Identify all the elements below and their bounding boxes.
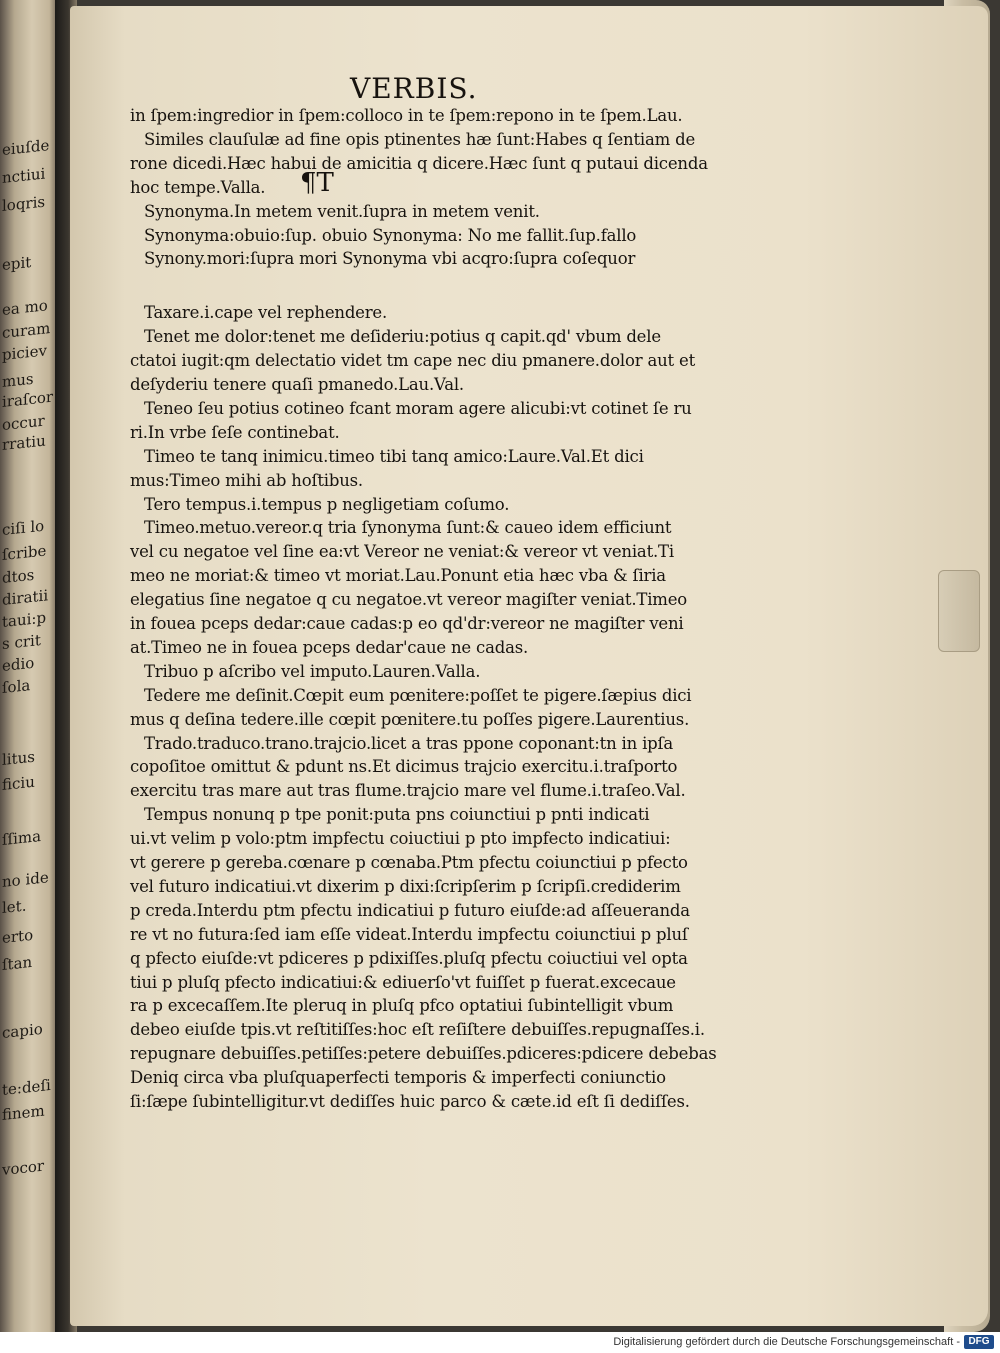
text-line: hoc tempe.Valla. (130, 177, 266, 197)
margin-fragment: finem (2, 1101, 45, 1125)
text-line: ctatoi iugit:qm delectatio videt tm cape nec diu pmanere.dolor aut et (130, 351, 696, 371)
text-line: at.Timeo ne in fouea pceps dedar'caue ne cadas. (130, 637, 529, 657)
margin-fragment: ſtan (2, 952, 33, 975)
left-page-edge (0, 0, 58, 1332)
text-line: vel futuro indicatiui.vt dixerim p dixi:ſcripſerim p ſcripſi.crediderim (130, 876, 681, 896)
margin-fragment: dtos (2, 565, 35, 588)
text-line: Tempus nonunq p tpe ponit:puta pns coiunctiui p pnti indicati (144, 805, 650, 825)
text-line: deſyderiu tenere quaſi pmanedo.Lau.Val. (130, 375, 464, 394)
text-line: Tenet me dolor:tenet me deſideriu:potius q capit.qd' vbum dele (144, 327, 661, 347)
margin-fragment: ciſi lo (2, 516, 45, 540)
text-line: in fouea pceps dedar:caue cadas:p eo qd'dr:vereor ne magiſter veni (130, 614, 684, 633)
margin-fragment: iraſcor (2, 387, 54, 412)
text-line: Deniq circa vba pluſquaperfecti temporis & imperfecti coniunctio (130, 1068, 666, 1088)
margin-fragment: ea mo (2, 296, 48, 320)
margin-fragment: vocor (2, 1156, 45, 1180)
margin-fragment: capio (2, 1019, 43, 1043)
text-line: ra p excecaſſem.Ite pleruq in pluſq pfco optatiui ſubintelligit vbum (130, 996, 674, 1016)
text-line: Trado.traduco.trano.trajcio.licet a tras ppone coponant:tn in ipſa (144, 733, 674, 753)
text-line: Similes clauſulæ ad fine opis ptinentes hæ ſunt:Habes q ſentiam de (144, 129, 696, 149)
margin-fragment: erto (2, 925, 34, 948)
text-line: tiui p pluſq pfecto indicatiui:& ediuerſo'vt fuiſſet p fuerat.excecaue (130, 972, 676, 992)
text-line: Tribuo p aſcribo vel imputo.Lauren.Valla. (144, 661, 481, 681)
text-line: ui.vt velim p volo:ptm impfectu coiuctiui p pto impfecto indicatiui: (130, 829, 671, 849)
margin-fragment: rratiu (2, 431, 46, 455)
text-line: debeo eiuſde tpis.vt reſtitiſſes:hoc eſt reſiſtere debuiſſes.repugnaſſes.i. (130, 1020, 705, 1040)
dfg-logo: DFG (964, 1335, 994, 1349)
text-line: Synonyma:obuio:ſup. obuio Synonyma: No me fallit.ſup.fallo (144, 225, 637, 245)
text-line: Timeo.metuo.vereor.q tria ſynonyma ſunt:& caueo idem efficiunt (144, 518, 672, 538)
margin-fragment: ſſima (2, 826, 42, 850)
text-line: copoſitoe omittut & pdunt ns.Et dicimus trajcio exercitu.i.traſporto (130, 757, 678, 777)
footer-bar (0, 1332, 1000, 1353)
text-line: Tero tempus.i.tempus p negligetiam coſumo. (144, 494, 510, 514)
margin-fragment: eiuſde (2, 136, 50, 160)
section-pilcrow: ¶T (300, 168, 334, 198)
text-line: Teneo ſeu potius cotineo fcant moram agere alicubi:vt cotinet ſe ru (144, 398, 692, 418)
text-line: ri.In vrbe ſeſe continebat. (130, 422, 340, 442)
text-line: Synonyma.In metem venit.ſupra in metem venit. (144, 201, 540, 221)
margin-fragment: litus (2, 747, 35, 770)
margin-fragment: curam (2, 318, 51, 343)
margin-fragment: occur (2, 411, 45, 435)
text-line: p creda.Interdu ptm pfectu indicatiui p futuro eiuſde:ad aſſeueranda (130, 900, 690, 920)
margin-fragment: ficiu (2, 772, 35, 795)
text-line: Timeo te tanq inimicu.timeo tibi tanq amico:Laure.Val.Et dici (144, 446, 644, 466)
text-line: mus:Timeo mihi ab hoſtibus. (130, 470, 363, 490)
running-head: VERBIS. (350, 72, 478, 105)
margin-fragment: te:deſi (2, 1075, 51, 1100)
footer-credit: Digitalisierung gefördert durch die Deutsche Forschungsgemeinschaft - (613, 1336, 960, 1348)
text-line: Synony.mori:ſupra mori Synonyma vbi acqro:ſupra coſequor (144, 249, 636, 269)
margin-fragment: diratii (2, 586, 49, 610)
margin-fragment: mus (2, 369, 34, 392)
margin-fragment: s crit (2, 630, 41, 654)
text-line: mus q deſina tedere.ille cœpit pœnitere.tu poſſes pigere.Laurentius. (130, 709, 690, 729)
text-line: meo ne moriat:& timeo vt moriat.Lau.Ponunt etia hæc vba & ſiria (130, 566, 666, 586)
text-line: in ſpem:ingredior in ſpem:colloco in te ſpem:repono in te ſpem.Lau. (130, 106, 683, 125)
text-line: re vt no futura:ſed iam eſſe videat.Interdu impfectu coiunctiui p pluſ (130, 924, 688, 944)
margin-fragment: no ide (2, 868, 49, 892)
margin-fragment: let. (2, 896, 27, 918)
margin-fragment: edio (2, 653, 35, 676)
text-line: rone dicedi.Hæc habui de amicitia q dicere.Hæc ſunt q putaui dicenda (130, 153, 708, 173)
text-line: Taxare.i.cape vel rephendere. (144, 303, 388, 323)
text-line: q pfecto eiuſde:vt pdiceres p pdixiſſes.pluſq pfectu coiuctiui vel opta (130, 948, 688, 968)
margin-fragment: nctiui (2, 164, 46, 188)
page-clip (938, 570, 980, 652)
margin-fragment: taui:p (2, 608, 47, 632)
text-line: repugnare debuiſſes.petiſſes:petere debuiſſes.pdiceres:pdicere debebas (130, 1044, 717, 1064)
text-line: vel cu negatoe vel ſine ea:vt Vereor ne veniat:& vereor vt veniat.Ti (130, 542, 674, 562)
text-line: ſi:ſæpe ſubintelligitur.vt dediſſes huic parco & cæte.id eſt ſi dediſſes. (130, 1092, 690, 1111)
text-line: vt gerere p gereba.cœnare p cœnaba.Ptm pfectu coiunctiui p pfecto (130, 853, 688, 872)
margin-fragment: piciev (2, 341, 47, 365)
text-line: elegatius ſine negatoe q cu negatoe.vt vereor magiſter veniat.Timeo (130, 590, 688, 610)
margin-fragment: ſola (2, 676, 31, 698)
margin-fragment: epit (2, 252, 32, 275)
text-line: Tedere me deſinit.Cœpit eum pœnitere:poſſet te pigere.ſæpius dici (144, 685, 692, 705)
text-line: exercitu tras mare aut tras flume.trajcio mare vel flume.i.traſeo.Val. (130, 781, 686, 801)
margin-fragment: ſcribe (2, 541, 47, 565)
margin-fragment: loqris (2, 192, 46, 216)
